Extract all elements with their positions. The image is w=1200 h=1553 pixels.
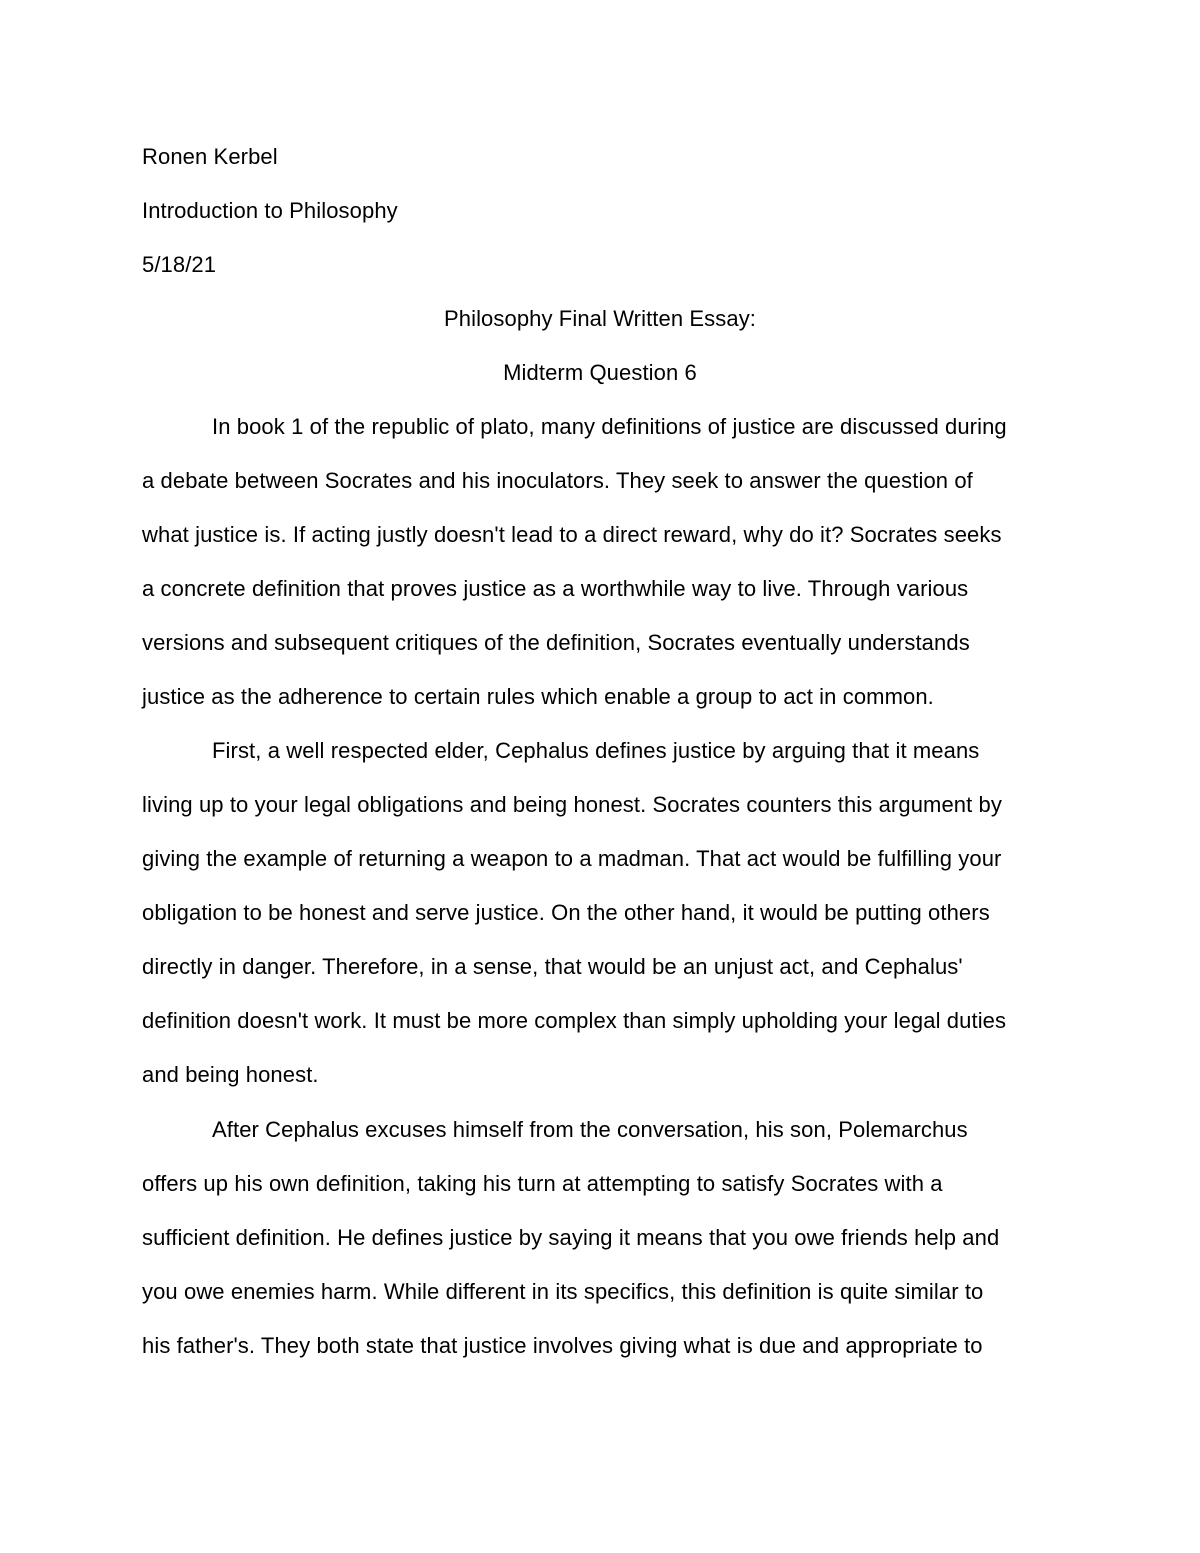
paragraph-2-line: giving the example of returning a weapon to a madman. That act would be fulfilling your: [142, 846, 1002, 871]
paragraph-3-line: you owe enemies harm. While different in its specifics, this definition is quite similar to: [142, 1279, 984, 1304]
paragraph-2-line: living up to your legal obligations and being honest. Socrates counters this argument by: [142, 792, 1002, 817]
paragraph-3-line: offers up his own definition, taking his turn at attempting to satisfy Socrates with a: [142, 1171, 943, 1196]
course-name: Introduction to Philosophy: [142, 198, 398, 223]
paragraph-1-line: In book 1 of the republic of plato, many definitions of justice are discussed during: [212, 414, 1007, 439]
paragraph-3-line: sufficient definition. He defines justice by saying it means that you owe friends help and: [142, 1225, 1000, 1250]
essay-date: 5/18/21: [142, 252, 217, 277]
paragraph-2-line: directly in danger. Therefore, in a sense, that would be an unjust act, and Cephalus': [142, 954, 963, 979]
essay-subtitle: Midterm Question 6: [503, 360, 697, 385]
paragraph-1-line: a debate between Socrates and his inoculators. They seek to answer the question of: [142, 468, 973, 493]
paragraph-1-line: justice as the adherence to certain rules which enable a group to act in common.: [142, 684, 934, 709]
paragraph-1-line: versions and subsequent critiques of the definition, Socrates eventually understands: [142, 630, 970, 655]
paragraph-2-line: First, a well respected elder, Cephalus defines justice by arguing that it means: [212, 738, 980, 763]
paragraph-2-line: and being honest.: [142, 1062, 319, 1087]
paragraph-1-line: what justice is. If acting justly doesn't lead to a direct reward, why do it? Socrates seeks: [142, 522, 1002, 547]
paragraph-3-line: his father's. They both state that justice involves giving what is due and appropriate to: [142, 1333, 983, 1358]
paragraph-2-line: definition doesn't work. It must be more complex than simply upholding your legal duties: [142, 1008, 1007, 1033]
author-name: Ronen Kerbel: [142, 144, 278, 169]
paragraph-1-line: a concrete definition that proves justice as a worthwhile way to live. Through various: [142, 576, 969, 601]
paragraph-3-line: After Cephalus excuses himself from the conversation, his son, Polemarchus: [212, 1117, 968, 1142]
paragraph-2-line: obligation to be honest and serve justice. On the other hand, it would be putting others: [142, 900, 990, 925]
essay-title: Philosophy Final Written Essay:: [443, 306, 757, 331]
